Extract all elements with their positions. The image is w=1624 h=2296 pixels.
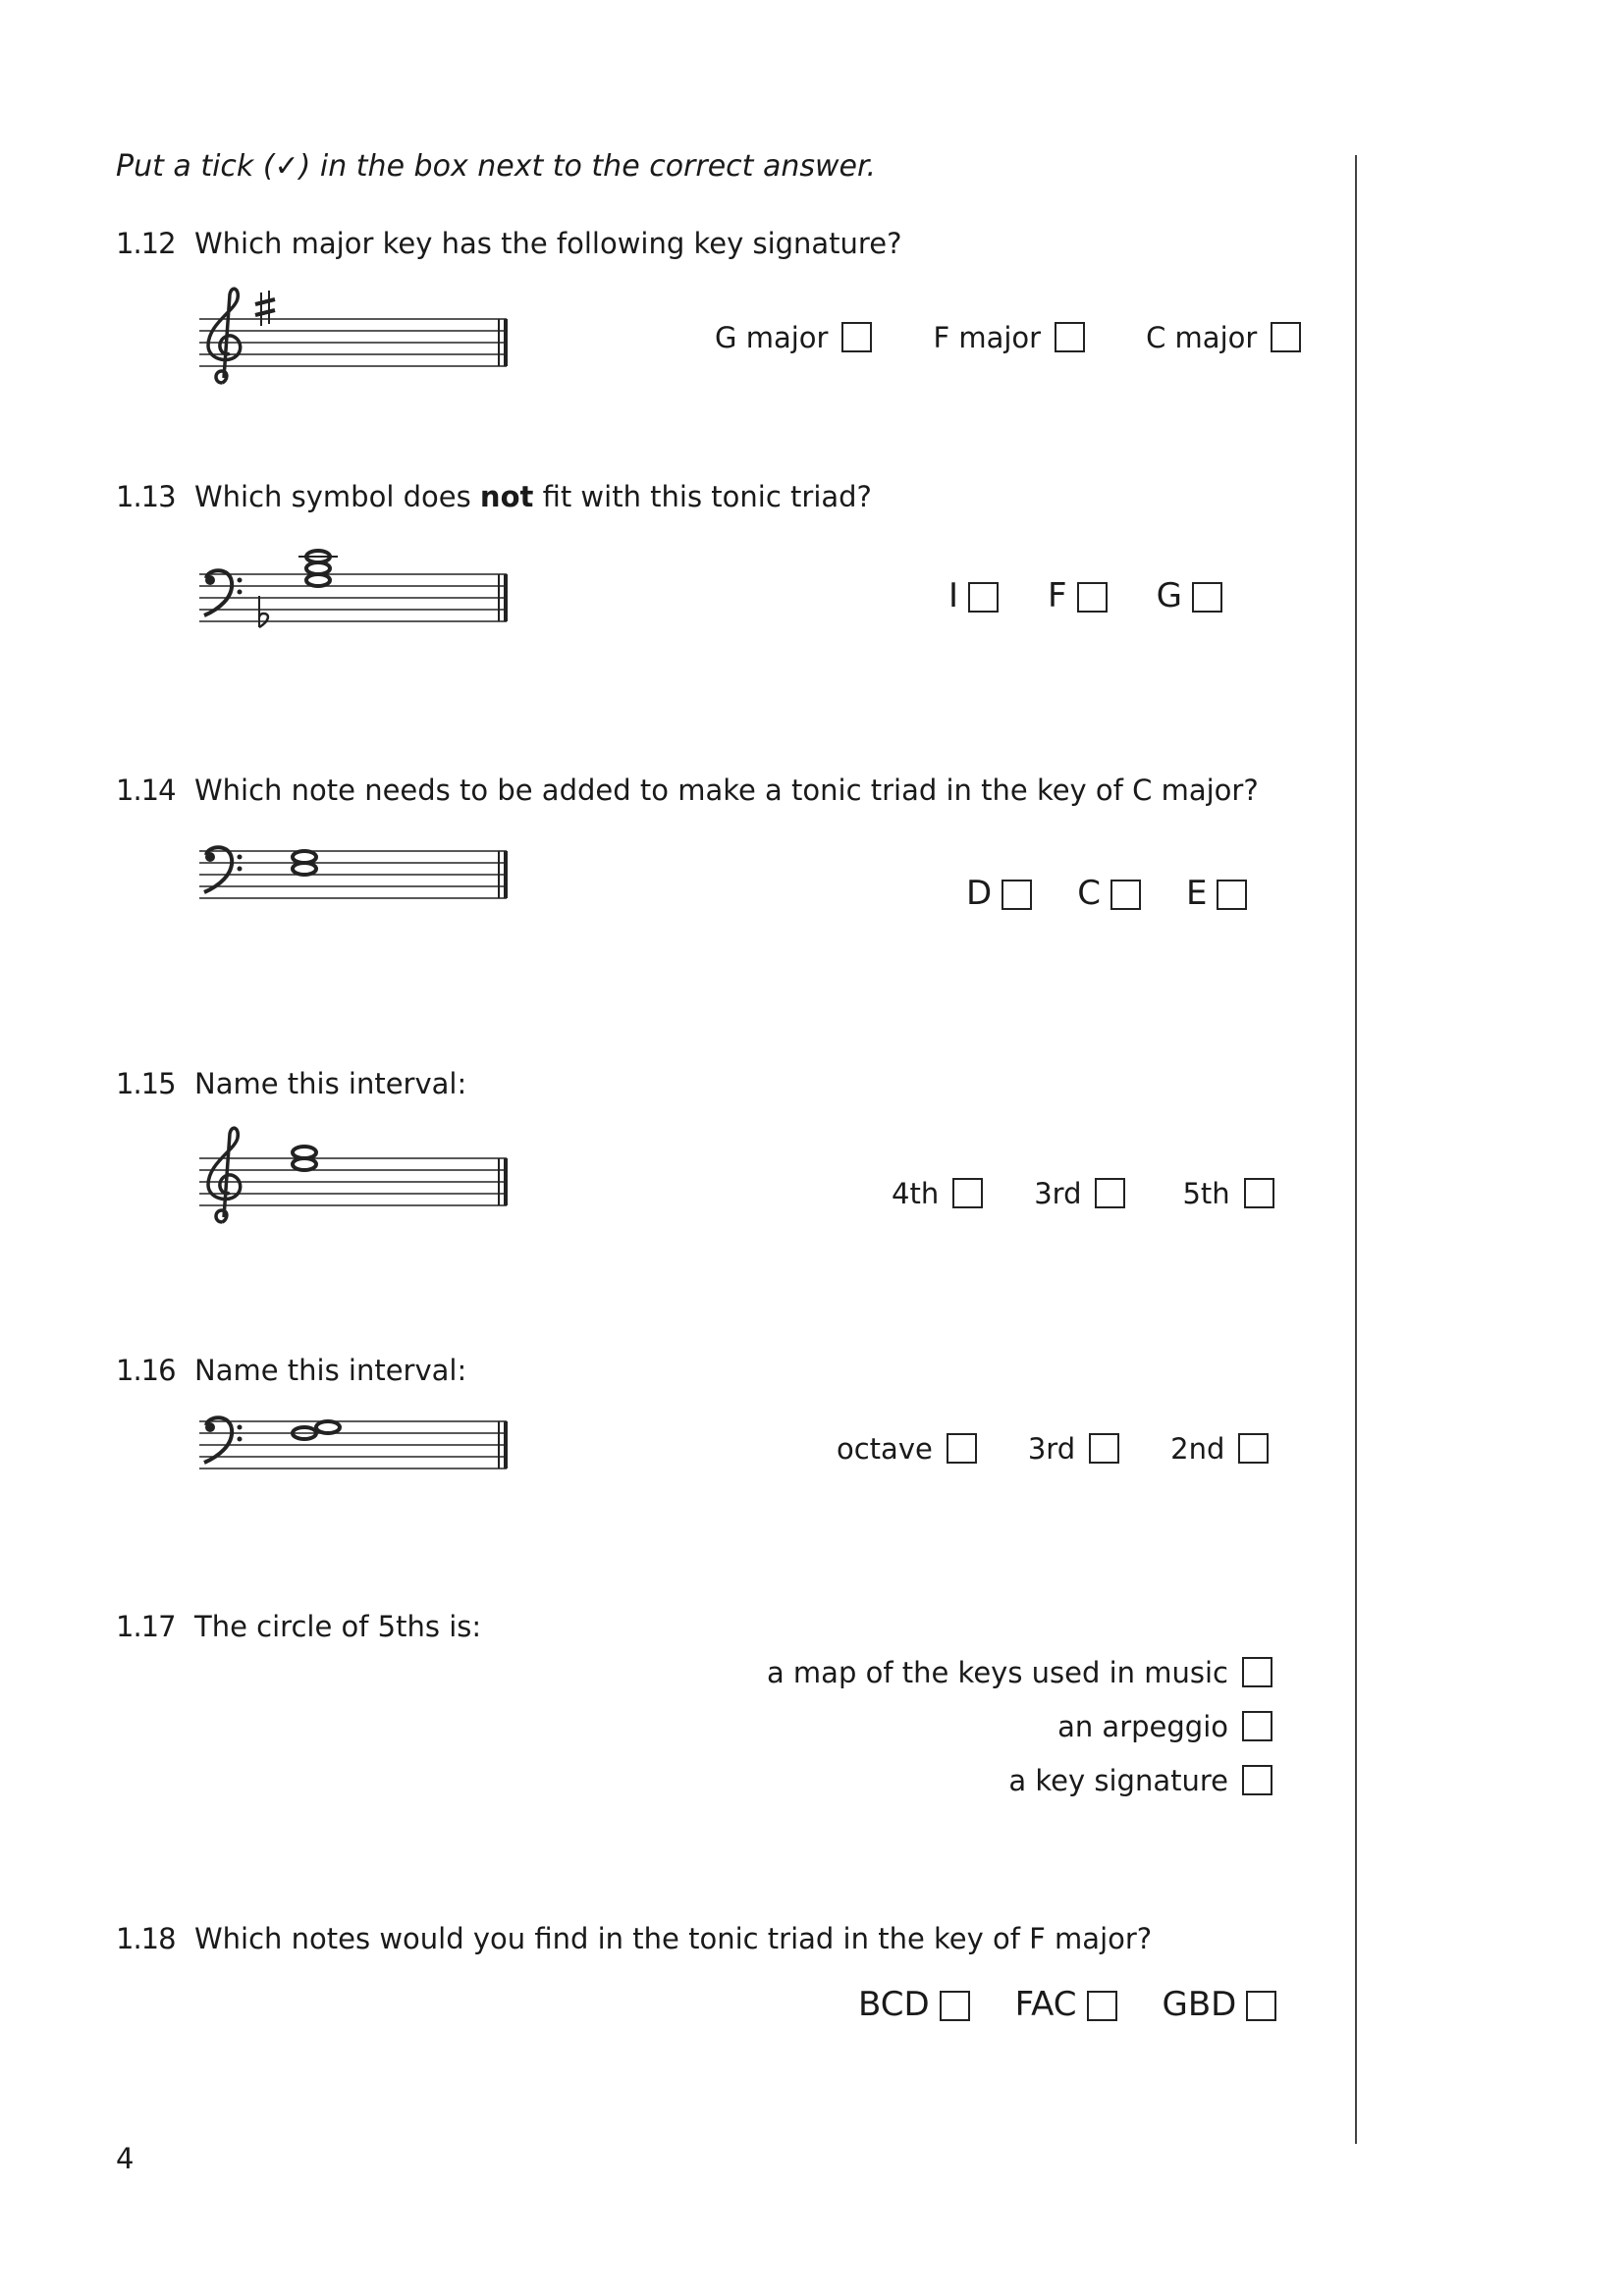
option: BCD	[858, 1988, 970, 2021]
question-number: 1.12	[116, 227, 176, 260]
answer-checkbox[interactable]	[1192, 582, 1222, 613]
answer-checkbox[interactable]	[952, 1178, 983, 1208]
answer-checkbox[interactable]	[1001, 880, 1032, 910]
option: 3rd	[1034, 1178, 1125, 1208]
notes	[293, 851, 316, 875]
page-number: 4	[116, 2142, 135, 2175]
question-text: Which notes would you find in the tonic triad in the key of F major?	[194, 1922, 1153, 1955]
option: a key signature	[1008, 1765, 1272, 1795]
answer-checkbox[interactable]	[1110, 880, 1141, 910]
treble-clef-icon	[208, 1128, 241, 1222]
answer-options	[837, 1433, 1269, 1464]
answer-checkbox[interactable]	[947, 1433, 977, 1464]
option: 3rd	[1028, 1433, 1119, 1464]
bass-clef-icon	[204, 570, 243, 615]
option: GBD	[1163, 1988, 1277, 2021]
notes	[293, 1421, 340, 1439]
option: an arpeggio	[1057, 1711, 1272, 1741]
answer-options	[966, 874, 1247, 913]
option: E	[1186, 877, 1247, 910]
staff-bass-interval	[194, 1414, 518, 1492]
question-text: Which note needs to be added to make a tonic triad in the key of C major?	[194, 774, 1259, 807]
margin-line	[1355, 155, 1357, 2144]
option: 5th	[1182, 1178, 1273, 1208]
option: D	[966, 877, 1032, 910]
option: F major	[933, 322, 1085, 352]
sharp-icon	[255, 291, 275, 326]
option: C major	[1146, 322, 1301, 352]
option: 4th	[892, 1178, 983, 1208]
answer-checkbox[interactable]	[1271, 322, 1301, 352]
option: FAC	[1015, 1988, 1117, 2021]
answer-checkbox[interactable]	[940, 1991, 970, 2021]
answer-options	[767, 1657, 1272, 1819]
question-number: 1.16	[116, 1354, 176, 1387]
answer-checkbox[interactable]	[968, 582, 999, 613]
option: G	[1157, 579, 1222, 613]
staff-bass-f-major-triad	[194, 545, 518, 643]
flat-icon	[259, 596, 268, 627]
answer-checkbox[interactable]	[1238, 1433, 1269, 1464]
option: 2nd	[1170, 1433, 1269, 1464]
answer-checkbox[interactable]	[1244, 1178, 1274, 1208]
answer-options	[948, 576, 1222, 615]
answer-checkbox[interactable]	[1246, 1991, 1276, 2021]
answer-checkbox[interactable]	[841, 322, 872, 352]
option: F	[1048, 579, 1108, 613]
answer-options	[858, 1985, 1276, 2024]
question-text: Which symbol does not fit with this tonic triad?	[194, 480, 872, 513]
answer-checkbox[interactable]	[1087, 1991, 1117, 2021]
bass-clef-icon	[204, 847, 243, 892]
question-number: 1.18	[116, 1922, 176, 1955]
option: C	[1077, 877, 1141, 910]
answer-checkbox[interactable]	[1217, 880, 1247, 910]
answer-checkbox[interactable]	[1055, 322, 1085, 352]
option: I	[948, 579, 999, 613]
bass-clef-icon	[204, 1417, 243, 1463]
answer-checkbox[interactable]	[1242, 1711, 1272, 1741]
question-text: Name this interval:	[194, 1067, 467, 1100]
question-text: The circle of 5ths is:	[194, 1610, 482, 1643]
treble-clef-icon	[208, 289, 241, 383]
answer-checkbox[interactable]	[1242, 1765, 1272, 1795]
option: octave	[837, 1433, 977, 1464]
triad-notes	[298, 551, 338, 586]
notes	[293, 1147, 316, 1170]
question-number: 1.15	[116, 1067, 176, 1100]
staff-treble-g-major	[194, 285, 518, 398]
option: G major	[715, 322, 872, 352]
option: a map of the keys used in music	[767, 1657, 1272, 1687]
question-number: 1.13	[116, 480, 176, 513]
instruction: Put a tick (✓) in the box next to the correct answer.	[116, 149, 877, 184]
answer-checkbox[interactable]	[1242, 1657, 1272, 1687]
question-number: 1.14	[116, 774, 176, 807]
answer-checkbox[interactable]	[1095, 1178, 1125, 1208]
question-text: Which major key has the following key signature?	[194, 227, 902, 260]
answer-checkbox[interactable]	[1089, 1433, 1119, 1464]
answer-checkbox[interactable]	[1077, 582, 1108, 613]
question-number: 1.17	[116, 1610, 176, 1643]
staff-treble-interval	[194, 1124, 518, 1237]
question-text: Name this interval:	[194, 1354, 467, 1387]
answer-options	[892, 1178, 1274, 1208]
staff-bass-two-notes	[194, 839, 518, 928]
answer-options	[715, 322, 1301, 352]
